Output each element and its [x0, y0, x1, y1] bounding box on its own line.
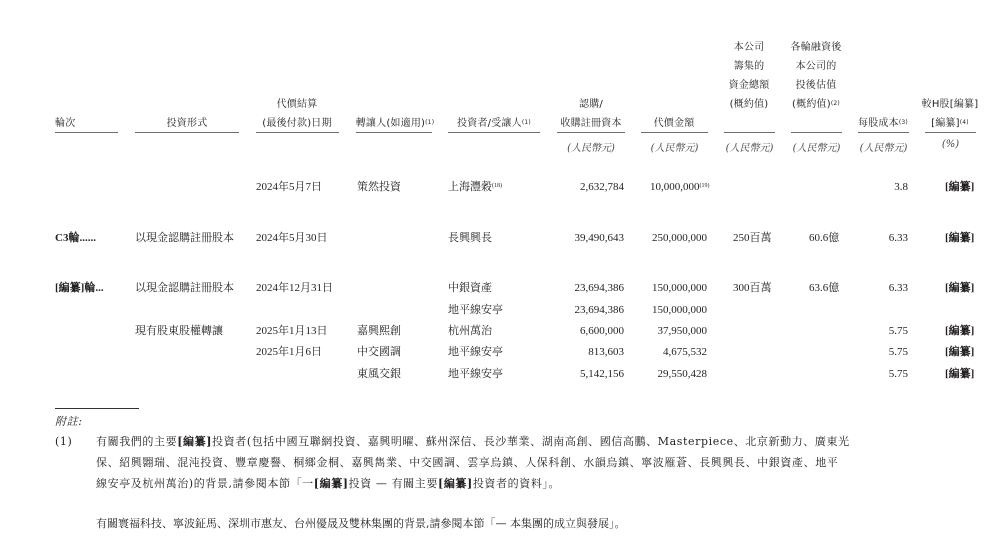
header-underline [356, 132, 432, 133]
cell-capital: 5,142,156 [580, 368, 624, 380]
header-cost [852, 114, 914, 133]
cell-valuation: 63.6億 [809, 282, 840, 294]
cell-valuation: 60.6億 [809, 232, 840, 244]
header-underline [641, 132, 708, 133]
cell-investor: 中銀資產 [448, 282, 492, 294]
note-1-text [96, 431, 996, 494]
cell-discount: [編纂] [945, 181, 975, 193]
unit-capital: (人民幣元) [567, 143, 615, 154]
cell-consideration: 4,675,532 [663, 346, 707, 358]
header-form-label: 投資形式 [166, 118, 208, 129]
header-capital [553, 95, 629, 133]
cell-date: 2024年5月30日 [256, 232, 328, 244]
header-raised [719, 38, 779, 114]
cell-cost: 3.8 [894, 181, 908, 193]
cell-cost: 5.75 [888, 368, 908, 380]
cell-investor: 上海灃穀$^{(18)}$ [448, 181, 502, 193]
cell-consideration: 37,950,000 [657, 325, 707, 337]
cell-investor: 地平線安亭 [448, 368, 503, 380]
cell-investor: 杭州萬治 [448, 325, 492, 337]
unit-raised: (人民幣元) [725, 143, 774, 154]
header-underline [448, 132, 540, 133]
cell-raised: 300百萬 [733, 282, 772, 294]
header-underline [135, 132, 239, 133]
header-discount [918, 95, 982, 133]
note-1-line1: 有關我們的主要[編纂]投資者(包括中國互聯網投資、嘉興明曜、蘇州深信、長沙華業、湖南高創、國信高鵬、Masterpiece、北京新動力、廣東光 [96, 435, 850, 448]
cell-transferor: 嘉興熙創 [357, 325, 401, 337]
header-valuation-line2: 本公司的 [795, 61, 837, 72]
cell-cost: 6.33 [888, 282, 908, 294]
header-transferor [352, 114, 438, 133]
header-underline [858, 132, 909, 133]
unit-valuation: (人民幣元) [792, 143, 841, 154]
note-1-line3: 線安亭及杭州萬治)的背景,請參閱本節「一[編纂]投資 — 有關主要[編纂]投資者的資料」。 [96, 477, 561, 490]
cell-capital: 813,603 [588, 346, 624, 358]
header-underline [256, 132, 339, 133]
cell-discount: [編纂] [945, 346, 975, 358]
header-capital-line1: 認購/ [579, 99, 603, 110]
cell-discount: [編纂] [945, 232, 975, 244]
cell-investor: 長興興長 [448, 232, 492, 244]
cell-date: 2024年12月31日 [256, 282, 333, 294]
header-raised-line3: 資金總額 [728, 80, 770, 91]
header-capital-line2: 收購註冊資本 [560, 118, 622, 129]
header-underline [557, 132, 625, 133]
note-1-number: (1) [55, 435, 73, 448]
cell-capital: 39,490,643 [574, 232, 624, 244]
cell-date: 2025年1月13日 [256, 325, 328, 337]
header-valuation-line1: 各輪融資後 [790, 42, 842, 53]
header-form [135, 114, 239, 133]
header-transferor-label: 轉讓人(如適用)$^{(1)}$ [355, 118, 435, 129]
cell-raised: 250百萬 [733, 232, 772, 244]
header-underline [55, 132, 118, 133]
header-valuation [784, 38, 848, 114]
unit-cost: (人民幣元) [859, 143, 908, 154]
cell-capital: 6,600,000 [580, 325, 624, 337]
cell-investor: 地平線安亭 [448, 304, 503, 316]
cell-form: 現有股東股權轉讓 [135, 325, 223, 337]
header-raised-line2: 籌集的 [733, 61, 765, 72]
header-cost-label: 每股成本$^{(3)}$ [858, 118, 908, 129]
cell-consideration: 150,000,000 [652, 282, 707, 294]
header-consideration [638, 114, 710, 133]
cell-cost: 6.33 [888, 232, 908, 244]
header-date-line2: (最後付款)日期 [262, 118, 332, 129]
cell-consideration: 10,000,000$^{(19)}$ [650, 181, 710, 193]
cell-transferor: 策然投資 [357, 181, 401, 193]
header-consideration-label: 代價金額 [653, 118, 695, 129]
header-discount-line1: 較H股[編纂] [921, 99, 979, 110]
cell-capital: 2,632,784 [580, 181, 624, 193]
header-date [250, 95, 344, 133]
header-raised-line4: (概約值) [729, 99, 769, 110]
cell-consideration: 250,000,000 [652, 232, 707, 244]
notes-title: 附註: [55, 415, 83, 428]
cell-discount: [編纂] [945, 368, 975, 380]
header-investor [446, 114, 542, 133]
header-raised-line1: 本公司 [733, 42, 765, 53]
notes-divider [55, 408, 139, 409]
cell-transferor: 中交國調 [357, 346, 401, 358]
cell-consideration: 29,550,428 [657, 368, 707, 380]
header-discount-line2: [編纂]$^{(4)}$ [931, 118, 969, 129]
cell-date: 2024年5月7日 [256, 181, 322, 193]
cell-transferor: 東風交銀 [357, 368, 401, 380]
header-round-label: 輪次 [55, 118, 76, 129]
header-round [55, 114, 75, 133]
header-underline [724, 132, 775, 133]
header-underline [925, 132, 976, 133]
cell-consideration: 150,000,000 [652, 304, 707, 316]
cell-form: 以現金認購註冊股本 [135, 232, 234, 244]
header-valuation-line4: (概約值)$^{(2)}$ [792, 99, 840, 110]
note-1-paragraph-2: 有關寰福科技、寧波鉦馬、深圳市惠友、台州優晟及雙林集團的背景,請參閱本節「— 本集團的成立與發展」。 [96, 517, 626, 530]
cell-capital: 23,694,386 [574, 282, 624, 294]
cell-investor: 地平線安亭 [448, 346, 503, 358]
header-underline [791, 132, 842, 133]
unit-discount: (%) [941, 139, 960, 150]
cell-discount: [編纂] [945, 282, 975, 294]
cell-round: [編纂]輪... [55, 282, 104, 294]
header-valuation-line3: 投後估值 [795, 80, 837, 91]
cell-round: C3輪...... [55, 232, 96, 244]
cell-cost: 5.75 [888, 346, 908, 358]
note-1-line2: 保、紹興翾瑞、混沌投資、豐章慶譽、桐鄉金桐、嘉興雋業、中交國調、雲享烏鎮、人保科創、水韻烏鎮、寧波雁蒼、長興興長、中銀資產、地平 [96, 456, 839, 469]
cell-form: 以現金認購註冊股本 [135, 282, 234, 294]
cell-discount: [編纂] [945, 325, 975, 337]
cell-date: 2025年1月6日 [256, 346, 322, 358]
header-date-line1: 代價結算 [276, 99, 318, 110]
header-investor-label: 投資者/受讓人$^{(1)}$ [457, 118, 531, 129]
cell-cost: 5.75 [888, 325, 908, 337]
cell-capital: 23,694,386 [574, 304, 624, 316]
unit-consideration: (人民幣元) [650, 143, 699, 154]
